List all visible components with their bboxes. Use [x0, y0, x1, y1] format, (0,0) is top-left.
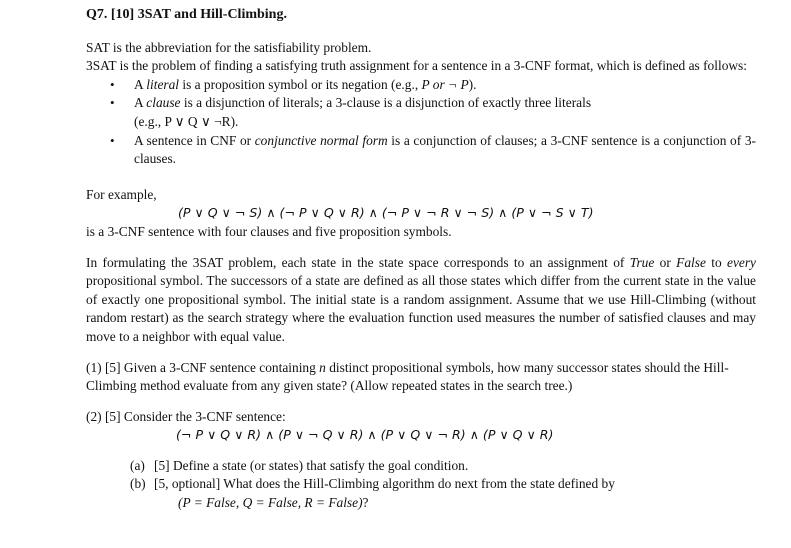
bullet-cnf: • A sentence in CNF or conjunctive normal form is a conjunction of clauses; a 3-CNF sentence is a conjunction of 3-clauses.	[110, 132, 756, 167]
question-2-lead: (2) [5] Consider the 3-CNF sentence:	[86, 408, 286, 424]
formulation-paragraph: In formulating the 3SAT problem, each state in the state space corresponds to an assignment of True or False to every propositional symbol. The successors of a state are defined as all those states which differ from the current state in the value of exactly one propositional symbol. The initial state is a random assignment. Assume that we use Hill-Climbing (without random restart) as the search strategy where the evaluation function used measures the number of satisfied clauses and may move to a neighbor with equal value.	[86, 254, 756, 344]
question-1: (1) [5] Given a 3-CNF sentence containing n distinct propositional symbols, how many successor states should the Hill-Climbing method evaluate from any given state? (Allow repeated states in the search tree.)	[86, 359, 729, 394]
example-lead: For example,	[86, 186, 157, 202]
question-2a: (a) [5] Define a state (or states) that satisfy the goal condition.	[130, 457, 469, 473]
document-page	[86, 6, 756, 513]
question-2b-state: (P = False, Q = False, R = False)?	[178, 495, 369, 511]
example-formula: (P ∨ Q ∨ ¬ S) ∧ (¬ P ∨ Q ∨ R) ∧ (¬ P ∨ ¬ R ∨ ¬ S) ∧ (P ∨ ¬ S ∨ T)	[178, 205, 594, 221]
example-follow: is a 3-CNF sentence with four clauses and five proposition symbols.	[86, 223, 452, 239]
intro-line-1: SAT is the abbreviation for the satisfiability problem.	[86, 39, 372, 55]
intro-line-2: 3SAT is the problem of finding a satisfying truth assignment for a sentence in a 3-CNF format, which is defined as follows:	[86, 58, 747, 74]
question-title: Q7. [10] 3SAT and Hill-Climbing.	[86, 7, 287, 22]
question-2-formula: (¬ P ∨ Q ∨ R) ∧ (P ∨ ¬ Q ∨ R) ∧ (P ∨ Q ∨ ¬ R) ∧ (P ∨ Q ∨ R)	[176, 427, 554, 443]
bullet-literal: • A literal is a proposition symbol or its negation (e.g., P or ¬ P).	[86, 76, 756, 95]
question-2b: (b) [5, optional] What does the Hill-Climbing algorithm do next from the state defined by	[130, 476, 615, 492]
bullet-dot-icon: •	[110, 76, 115, 92]
definition-list	[86, 76, 756, 169]
bullet-dot-icon: •	[110, 132, 115, 148]
bullet-clause: • A clause is a disjunction of literals; a 3-clause is a disjunction of exactly three literals (e.g., P ∨ Q ∨ ¬R).	[110, 95, 592, 129]
bullet-dot-icon: •	[110, 95, 115, 111]
